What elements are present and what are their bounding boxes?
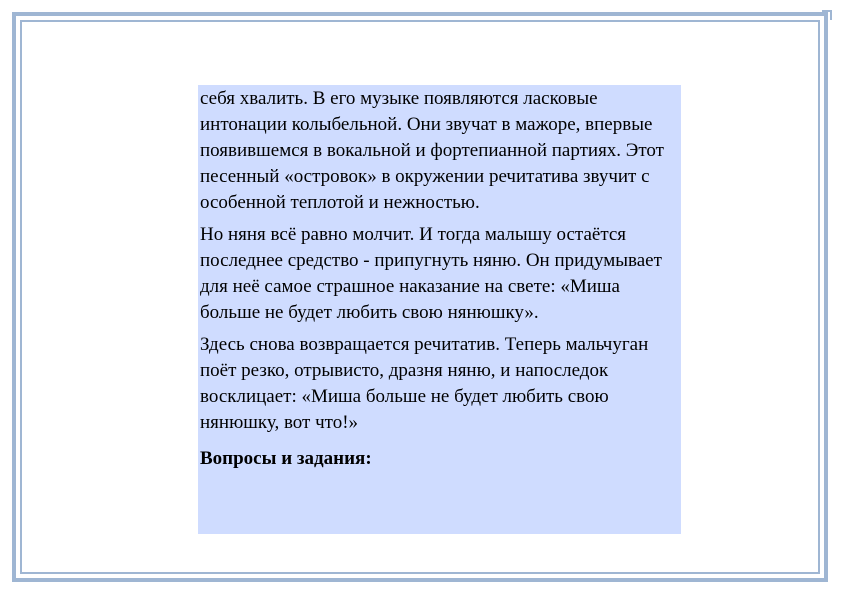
paragraph-2: Но няня всё равно молчит. И тогда малышу остаётся последнее средство - припугнуть няню. Он придумывает для неё самое страшное наказание на свете: «Миша больше не будет любить свою нянюшку». (200, 224, 662, 323)
frame-corner-ornament (822, 10, 832, 20)
paragraph-1: себя хвалить. В его музыке появляются ласковые интонации колыбельной. Они звучат в мажоре, впервые появившемся в вокальной и фортепианной партиях. Этот песенный «островок» в окружении речитатива звучит с особенной теплотой и нежностью. (200, 88, 664, 213)
paragraph-3: Здесь снова возвращается речитатив. Теперь мальчуган поёт резко, отрывисто, дразня няню, и напоследок восклицает: «Миша больше не будет любить свою нянюшку, вот что!» (200, 334, 649, 433)
questions-heading: Вопросы и задания: (200, 448, 372, 469)
text-box (198, 85, 681, 534)
